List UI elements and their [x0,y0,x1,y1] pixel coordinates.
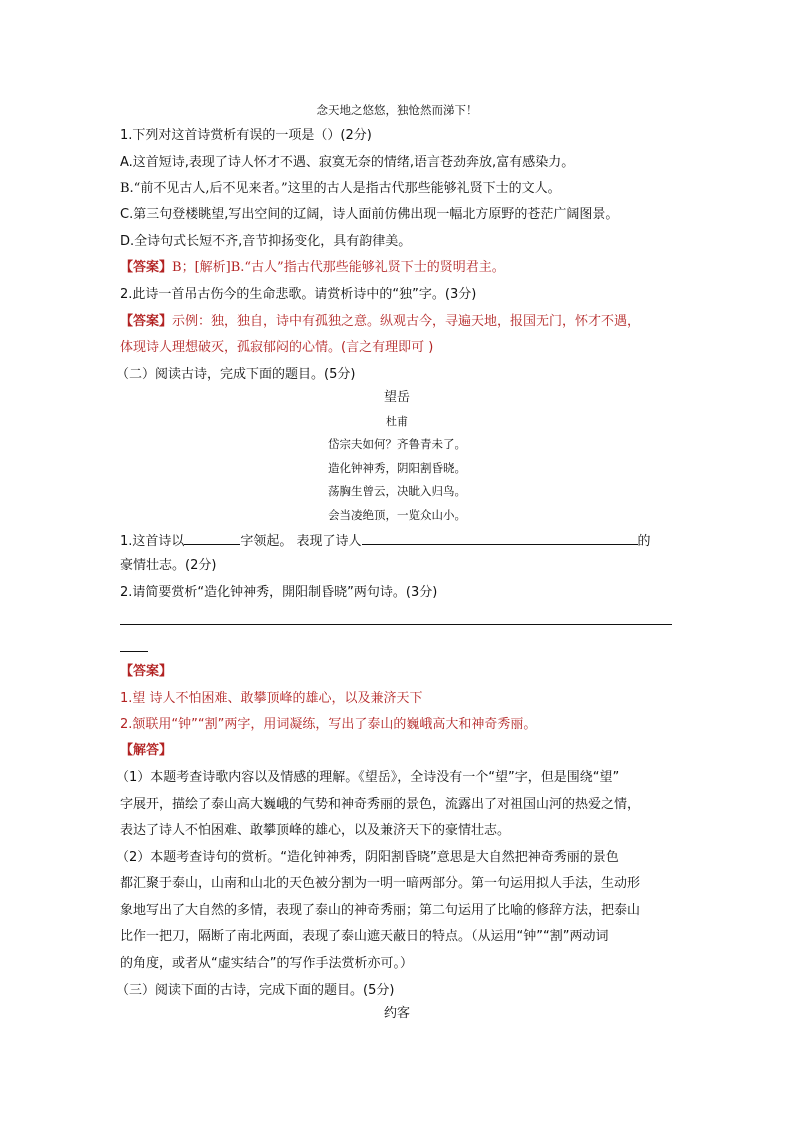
poem-line-3: 荡胸生曾云，决眦入归鸟。 [328,484,466,498]
option-c: C.第三句登楼眺望,写出空间的辽阔，诗人面前仿佛出现一幅北方原野的苍茫广阔图景。 [120,207,619,222]
poem-line-4: 会当凌绝顶，一览众山小。 [328,508,466,522]
poem-line-2: 造化钟神秀，阴阳割昏晓。 [328,461,466,475]
section-2-question-1-cont: 豪情壮志。(2分) [120,558,217,573]
answer-line-end[interactable] [120,651,148,652]
solution-1-line-1: （1）本题考查诗歌内容以及情感的理解。《望岳》，全诗没有一个“望”字，但是围绕“望” [116,770,620,785]
answer-tag: 【答案】 [120,260,173,275]
answer-line[interactable] [120,624,672,625]
answer-heading: 【答案】 [120,664,173,679]
solution-1-line-2: 字展开，描绘了泰山高大巍峨的气势和神奇秀丽的景色，流露出了对祖国山河的热爱之情， [120,797,641,812]
poem-line-1: 岱宗夫如何？齐鲁青未了。 [328,437,466,451]
answer-1 [120,259,505,277]
solution-2-line-3: 象地写出了大自然的多情，表现了泰山的神奇秀丽；第二句运用了比喻的修辞方法，把泰山 [120,903,641,918]
option-d: D.全诗句式长短不齐,音节抑扬变化，具有韵律美。 [120,234,412,249]
answer-item-2: 2.颔联用“钟”“割”两字，用词凝练，写出了泰山的巍峨高大和神奇秀丽。 [120,717,537,732]
question-1-stem: 1.下列对这首诗赏析有误的一项是（）(2分) [120,128,372,143]
poem-closing-line: 念天地之悠悠，独怆然而涕下！ [316,103,478,117]
solution-2-line-2: 都汇聚于泰山，山南和山北的天色被分割为一明一暗两部分。第一句运用拟人手法，生动形 [120,876,641,891]
poem-author: 杜甫 [386,415,408,428]
section-2-question-2: 2.请简要赏析“造化钟神秀，開阳制昏晓”两句诗。(3分) [120,585,438,600]
question-text: 的 [637,534,651,549]
question-2-stem: 2.此诗一首吊古伤今的生命悲歌。请赏析诗中的“独”字。(3分) [120,287,477,302]
answer-blank[interactable] [184,531,240,545]
answer-text: B；[解析]B.“古人”指古代那些能够礼贤下士的贤明君主。 [172,260,505,275]
solution-2-line-5: 的角度，或者从“虚实结合”的写作手法赏析亦可。） [120,956,413,971]
answer-item-1: 1.望 诗人不怕困难、敢攀顶峰的雄心，以及兼济天下 [120,691,423,706]
option-a: A.这首短诗,表现了诗人怀才不遇、寂寞无奈的情绪,语言苍劲奔放,富有感染力。 [120,155,575,170]
solution-heading: 【解答】 [120,743,173,758]
answer-blank[interactable] [362,531,638,545]
option-b: B.“前不见古人,后不见来者。”这里的古人是指古代那些能够礼贤下士的文人。 [120,181,561,196]
answer-2-line-1 [120,313,640,331]
solution-2-line-1: （2）本题考查诗句的赏析。“造化钟神秀，阴阳割昏晓”意思是大自然把神奇秀丽的景色 [116,850,619,865]
answer-2-line-2: 体现诗人理想破灭，孤寂郁闷的心情。(言之有理即可 ) [120,340,434,355]
poem-title: 望岳 [383,390,410,405]
question-text: 字领起。 表现了诗人 [240,534,362,549]
section-2-heading: （二）阅读古诗，完成下面的题目。(5分) [116,367,356,382]
solution-2-line-4: 比作一把刀，隔断了南北两面，表现了泰山遮天蔽日的特点。（从运用“钟”“割”两动词 [120,929,609,944]
answer-tag: 【答案】 [120,314,173,329]
answer-text: 示例：独，独自，诗中有孤独之意。纵观古今，寻遍天地，报国无门，怀才不遇， [172,314,641,329]
section-3-heading: （三）阅读下面的古诗，完成下面的题目。(5分) [116,983,395,998]
question-text: 1.这首诗以 [120,534,185,549]
section-2-question-1 [120,531,651,551]
solution-1-line-3: 表达了诗人不怕困难、敢攀顶峰的雄心，以及兼济天下的豪情壮志。 [120,823,511,838]
section-3-poem-title: 约客 [383,1006,410,1021]
